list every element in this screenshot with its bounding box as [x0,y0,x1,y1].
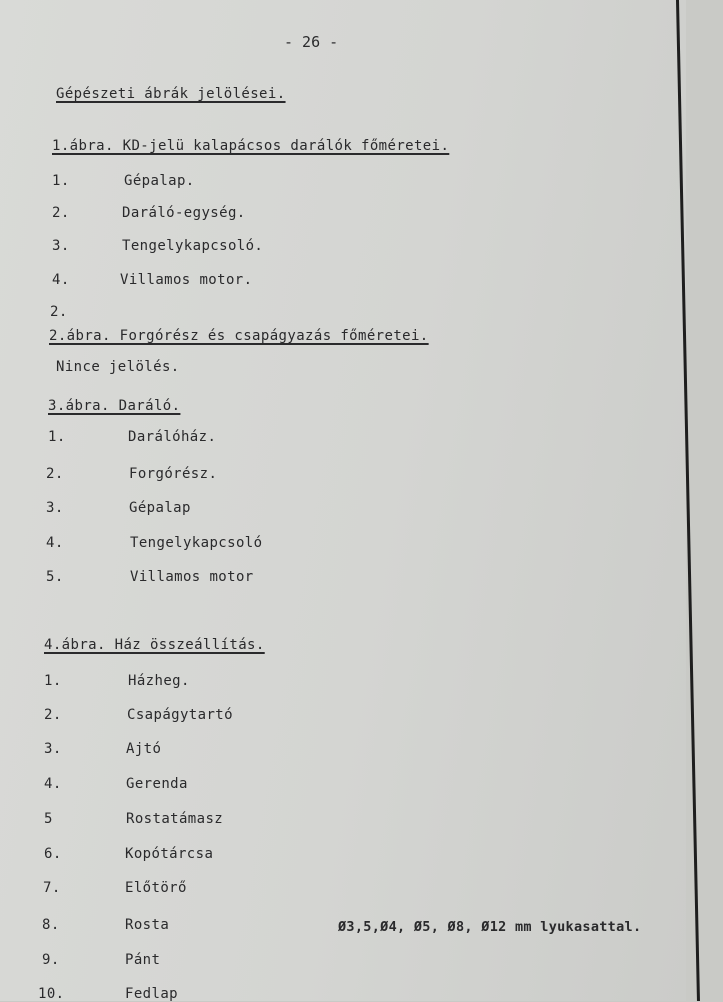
item-label: Gépalap. [124,173,195,189]
item-label: Előtörő [125,880,187,896]
figure-2-note: Nince jelölés. [56,359,180,375]
item-label: Rostatámasz [126,811,224,827]
item-number: 8. [42,917,60,933]
item-number: 4. [44,776,62,792]
document-title: Gépészeti ábrák jelölései. [56,86,286,102]
item-number: 3. [52,238,70,254]
item-number: 2. [46,466,64,482]
item-label: Házheg. [128,673,190,689]
item-number: 1. [52,173,70,189]
item-label: Daráló-egység. [122,205,246,221]
item-number: 2. [52,205,70,221]
item-label: Tengelykapcsoló [130,535,263,551]
item-label: Gépalap [129,500,191,516]
rosta-hole-sizes: Ø3,5,Ø4, Ø5, Ø8, Ø12 mm lyukasattal. [338,919,642,935]
item-label: Pánt [125,952,161,968]
item-number: 3. [46,500,64,516]
item-label: Tengelykapcsoló. [122,238,264,254]
figure-4-heading: 4.ábra. Ház összeállítás. [44,637,265,653]
item-label: Forgórész. [129,466,218,482]
page-number: - 26 - [284,33,339,51]
item-number: 5 [44,811,53,827]
figure-3-heading: 3.ábra. Daráló. [48,398,181,414]
item-number: 5. [46,569,64,585]
item-number: 1. [48,429,66,445]
figure-2-heading: 2.ábra. Forgórész és csapágyazás főméretei. [49,328,429,344]
stray-number: 2. [50,304,68,320]
item-label: Csapágytartó [127,707,233,723]
item-number: 2. [44,707,62,723]
item-label: Gerenda [126,776,188,792]
item-number: 6. [44,846,62,862]
item-label: Ajtó [126,741,162,757]
item-label: Darálóház. [128,429,217,445]
item-number: 4. [46,535,64,551]
item-label: Rosta [125,917,170,933]
item-number: 4. [52,272,70,288]
figure-1-heading: 1.ábra. KD-jelü kalapácsos darálók főméretei. [52,138,450,154]
item-number: 1. [44,673,62,689]
item-number: 7. [43,880,61,896]
item-label: Villamos motor. [120,272,253,288]
item-label: Villamos motor [130,569,254,585]
item-number: 9. [42,952,60,968]
item-label: Fedlap [125,986,178,1002]
item-number: 3. [44,741,62,757]
item-label: Kopótárcsa [125,846,214,862]
item-number: 10. [38,986,65,1002]
